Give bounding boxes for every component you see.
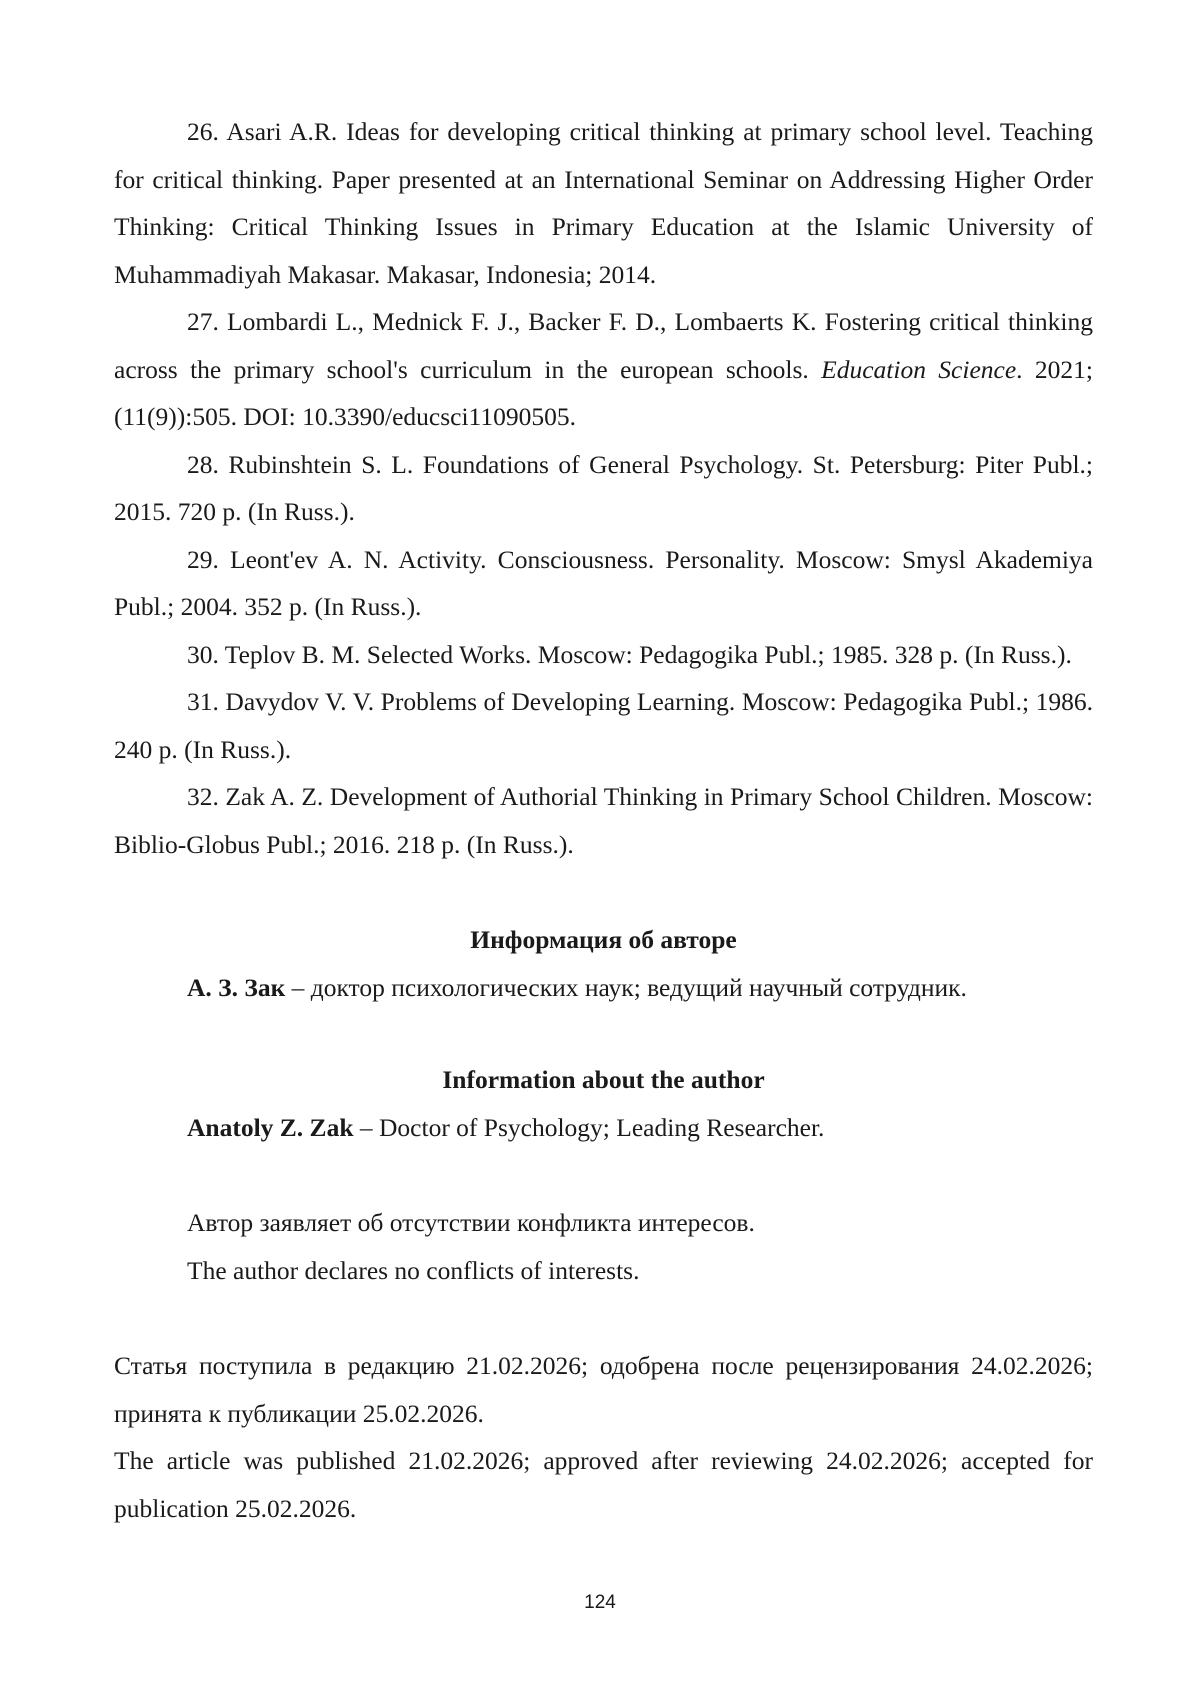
reference-27-text: 27. Lombardi L., Mednick F. J., Backer F. D., Lombaerts K. Fostering critical thinking across the primary school's curriculum in the european schools. bbox=[114, 307, 1093, 384]
author-name-ru: А. З. Зак bbox=[187, 972, 286, 1002]
conflict-statement-en: The author declares no conflicts of interests. bbox=[187, 1255, 640, 1285]
author-name-en: Anatoly Z. Zak bbox=[187, 1112, 354, 1142]
conflict-statement-ru: Автор заявляет об отсутствии конфликта интересов. bbox=[187, 1208, 755, 1237]
reference-27 bbox=[114, 298, 1093, 441]
author-details-en: – Doctor of Psychology; Leading Researcher. bbox=[353, 1112, 825, 1142]
reference-29: 29. Leont'ev A. N. Activity. Consciousness. Personality. Moscow: Smysl Akademiya Publ.; 2004. 352 p. (In Russ.). bbox=[114, 544, 1093, 621]
page-number: 124 bbox=[584, 1592, 616, 1613]
author-info-en-line bbox=[114, 1104, 1093, 1152]
article-dates-ru: Статья поступила в редакцию 21.02.2026; одобрена после рецензирования 24.02.2026; принята к публикации 25.02.2026. bbox=[114, 1351, 1093, 1428]
reference-27-journal: Education Science bbox=[821, 354, 1017, 384]
document-page bbox=[114, 108, 1093, 1532]
author-info-en-heading: Information about the author bbox=[442, 1065, 765, 1094]
author-info-ru-line bbox=[114, 964, 1093, 1012]
reference-32: 32. Zak A. Z. Development of Authorial Thinking in Primary School Children. Moscow: Biblio-Globus Publ.; 2016. 218 p. (In Russ.). bbox=[114, 782, 1093, 859]
article-dates bbox=[114, 1342, 1093, 1532]
reference-30: 30. Teplov B. M. Selected Works. Moscow: Pedagogika Publ.; 1985. 328 p. (In Russ.). bbox=[187, 639, 1072, 669]
author-info-en bbox=[114, 1056, 1093, 1151]
reference-26: 26. Asari A.R. Ideas for developing critical thinking at primary school level. Teaching for critical thinking. Paper presented at an International Seminar on Addressing Higher Order Thinking: Critical Thinking Issues in Primary Education at the Islamic University of Muhammadiyah Makasar. Makasar, Indonesia; 2014. bbox=[114, 117, 1093, 289]
reference-27-details: . 2021;(11(9)):505. DOI: 10.3390/educsci11090505. bbox=[114, 354, 1093, 431]
article-dates-en: The article was published 21.02.2026; approved after reviewing 24.02.2026; accepted for publication 25.02.2026. bbox=[114, 1446, 1093, 1523]
author-details-ru: – доктор психологических наук; ведущий научный сотрудник. bbox=[285, 972, 967, 1002]
reference-31: 31. Davydov V. V. Problems of Developing Learning. Moscow: Pedagogika Publ.; 1986. 240 p. (In Russ.). bbox=[114, 687, 1093, 764]
author-info-ru bbox=[114, 916, 1093, 1011]
reference-list bbox=[114, 108, 1093, 868]
conflict-statement bbox=[114, 1199, 1093, 1294]
author-info-ru-heading: Информация об авторе bbox=[470, 925, 737, 954]
reference-28: 28. Rubinshtein S. L. Foundations of General Psychology. St. Petersburg: Piter Publ.; 2015. 720 p. (In Russ.). bbox=[114, 449, 1093, 526]
